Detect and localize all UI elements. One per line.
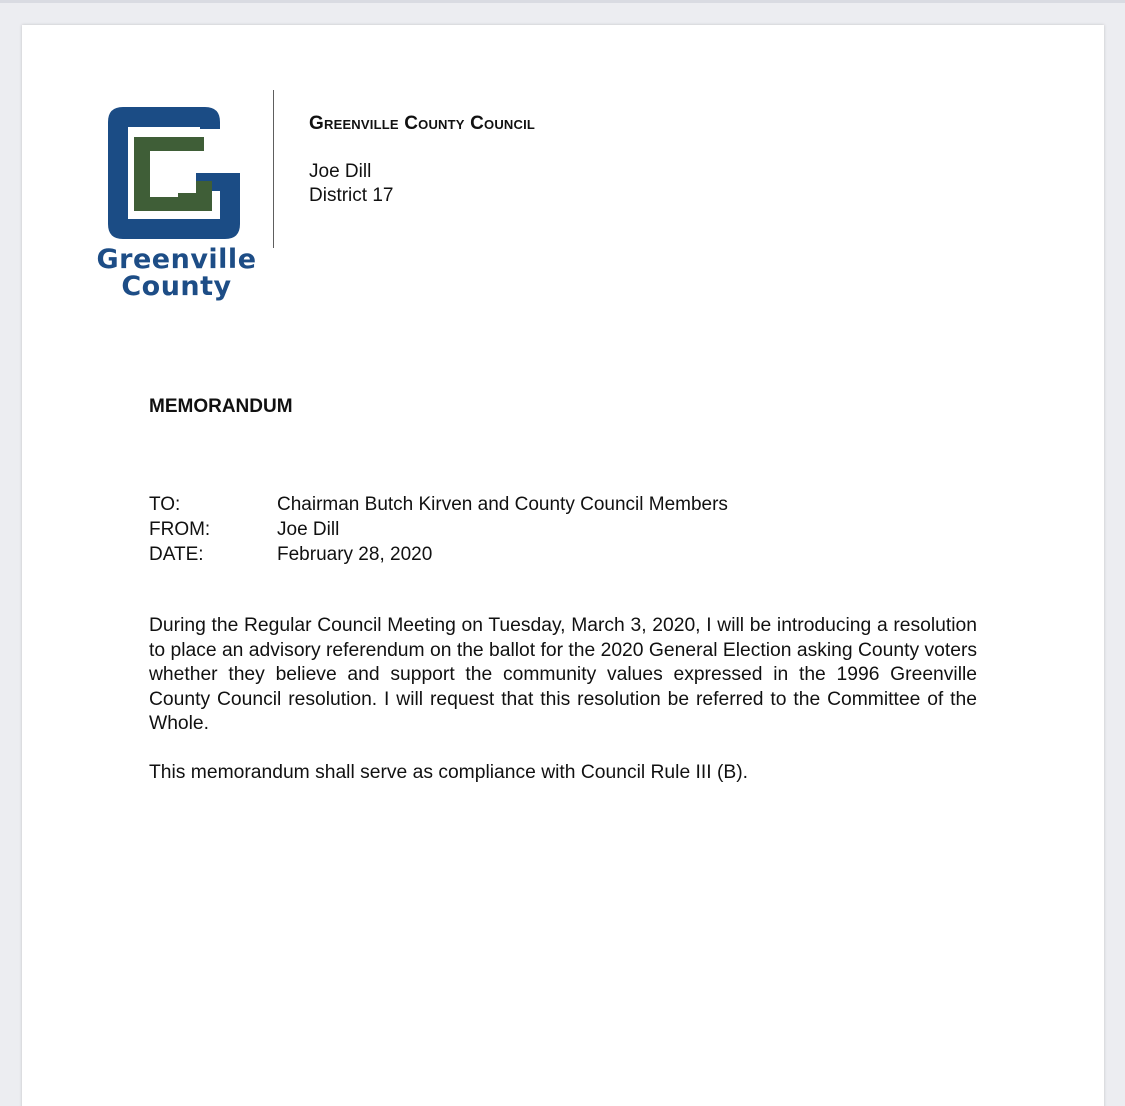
from-row: [149, 517, 728, 542]
memo-routing-block: [149, 492, 728, 567]
member-district: District 17: [309, 185, 394, 206]
gc-logo-mark: [108, 107, 240, 239]
logo-wordmark-line1: Greenville: [96, 244, 257, 275]
memo-page: [22, 25, 1104, 1106]
to-value: Chairman Butch Kirven and County Council Members: [277, 494, 728, 515]
memo-title: MEMORANDUM: [149, 396, 293, 417]
date-row: [149, 542, 728, 567]
from-value: Joe Dill: [277, 519, 340, 540]
greenville-county-logo: [84, 107, 269, 307]
date-value: February 28, 2020: [277, 544, 433, 565]
header-divider: [273, 90, 274, 248]
logo-wordmark-line2: County: [121, 271, 232, 302]
memo-body-paragraph: During the Regular Council Meeting on Tuesday, March 3, 2020, I will be introducing a resolution to place an advisory referendum on the ballot for the 2020 General Election asking County voters whether they believe and support the community values expressed in the 1996 Greenville County Council resolution. I will request that this resolution be referred to the Committee of the Whole.: [149, 615, 977, 734]
council-member-block: [309, 160, 393, 208]
date-label: DATE:: [149, 544, 204, 565]
from-label: FROM:: [149, 519, 211, 540]
to-row: [149, 492, 728, 517]
council-name: Greenville County Council: [309, 113, 536, 134]
to-label: TO:: [149, 494, 181, 515]
memo-compliance-paragraph: This memorandum shall serve as compliance with Council Rule III (B).: [149, 762, 749, 783]
member-name: Joe Dill: [309, 161, 372, 182]
